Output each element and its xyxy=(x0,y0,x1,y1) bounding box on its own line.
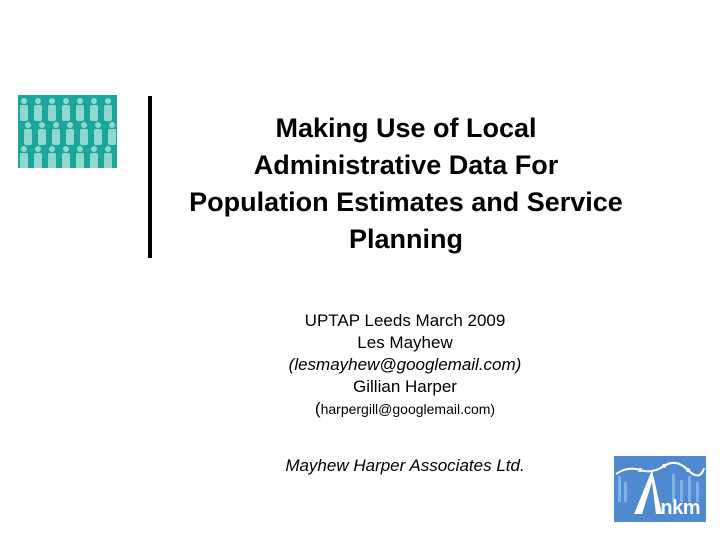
author2-name: Gillian Harper xyxy=(353,377,457,396)
company-name: Mayhew Harper Associates Ltd. xyxy=(285,456,525,475)
title-divider xyxy=(148,96,152,258)
person-figure xyxy=(90,98,98,121)
slide-title xyxy=(160,110,652,258)
title-line-4: Planning xyxy=(349,224,463,254)
author1-name: Les Mayhew xyxy=(357,333,453,352)
title-line-1: Making Use of Local xyxy=(275,113,537,143)
author1-email: (lesmayhew@googlemail.com) xyxy=(288,355,522,374)
person-figure xyxy=(34,146,42,168)
person-figure xyxy=(48,146,56,168)
person-figure xyxy=(80,122,88,145)
person-figure xyxy=(20,98,28,121)
person-figure xyxy=(90,146,98,168)
author-block xyxy=(200,310,610,420)
person-figure xyxy=(66,122,74,145)
title-line-2: Administrative Data For xyxy=(253,150,559,180)
person-figure xyxy=(52,122,60,145)
person-figure xyxy=(104,98,112,121)
nkm-logo-icon xyxy=(614,456,706,522)
author2-email: harpergill@googlemail.com) xyxy=(320,401,496,417)
event-line: UPTAP Leeds March 2009 xyxy=(304,311,506,330)
people-crowd-icon xyxy=(18,95,117,168)
person-figure xyxy=(20,146,28,168)
person-figure xyxy=(76,98,84,121)
person-figure xyxy=(38,122,46,145)
author2-email-line xyxy=(200,398,610,420)
logo-text: nkm xyxy=(660,497,700,519)
person-figure xyxy=(48,98,56,121)
person-figure xyxy=(34,98,42,121)
person-figure xyxy=(104,146,112,168)
person-figure xyxy=(76,146,84,168)
title-line-3: Population Estimates and Service xyxy=(189,187,623,217)
author2-email-open-paren: ( xyxy=(314,399,321,418)
person-figure xyxy=(24,122,32,145)
person-figure xyxy=(62,146,70,168)
person-figure xyxy=(62,98,70,121)
person-figure xyxy=(108,122,116,145)
person-figure xyxy=(94,122,102,145)
